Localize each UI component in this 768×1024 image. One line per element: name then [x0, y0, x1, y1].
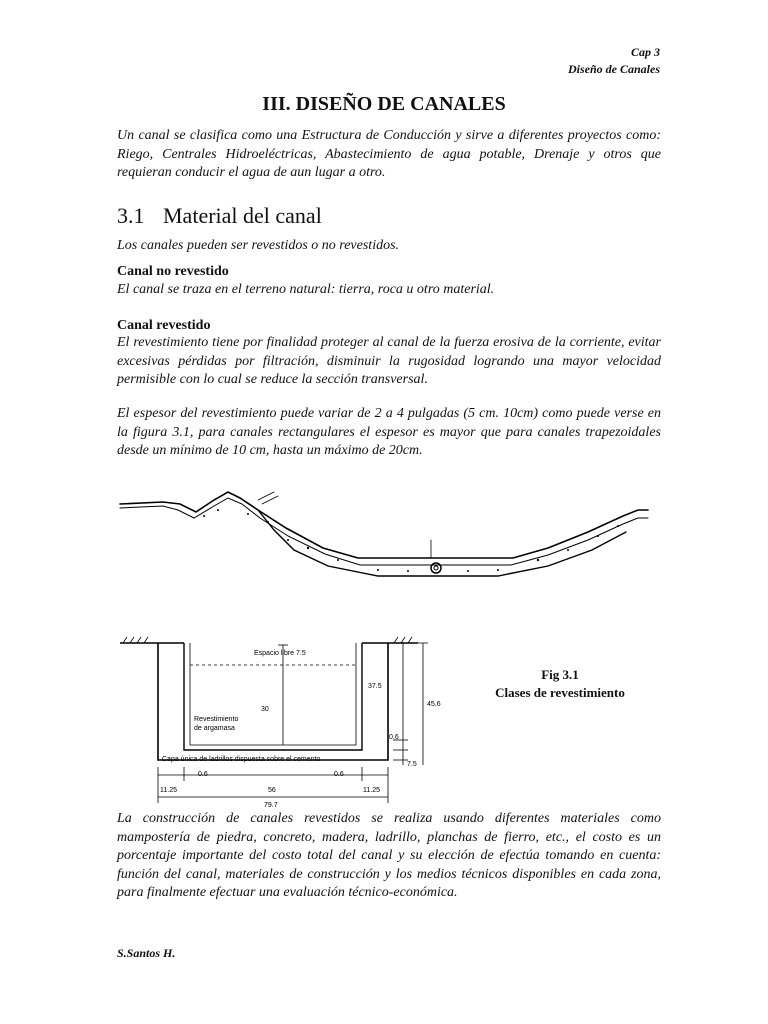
section-number: 3.1 [117, 203, 145, 228]
dim-79-7: 79.7 [264, 802, 278, 809]
rectangular-canal-drawing [118, 635, 448, 810]
dim-0-6-left: 0.6 [198, 771, 208, 778]
label-espacio-libre: Espacio libre 7.5 [254, 650, 306, 657]
header-subject: Diseño de Canales [567, 62, 660, 76]
dim-37-5: 37.5 [368, 683, 382, 690]
label-depth: 30 [261, 706, 269, 713]
revestido-text-2: El espesor del revestimiento puede variar de 2 a 4 pulgadas (5 cm. 10cm) como puede verse en la figura 3.1, para canales rectangulares el espesor es mayor que para canales trapezoidales desde un mínimo de 10 cm, hasta un máximo de 20cm. [117, 406, 661, 458]
label-bricks: Capa única de ladrillos dispuesta sobre el cemento [162, 756, 321, 763]
dim-56: 56 [268, 787, 276, 794]
dim-11-25-right: 11.25 [363, 787, 380, 794]
section-title: Material del canal [163, 203, 322, 228]
footer-author: S.Santos H. [117, 946, 176, 960]
header-chapter: Cap 3 [630, 45, 660, 59]
revestido-text-1: El revestimiento tiene por finalidad proteger al canal de la fuerza erosiva de la corriente, evitar excesivas pérdidas por filtración, disminuir la rugosidad logrando una mayor velocidad permisible con lo cual se reduce la sección transversal. [117, 335, 661, 387]
trapezoidal-canal-drawing [118, 470, 650, 580]
section-intro: Los canales pueden ser revestidos o no revestidos. [117, 238, 400, 253]
dim-45-6: 45.6 [427, 701, 441, 708]
dim-11-25-left: 11.25 [160, 787, 177, 794]
intro-paragraph: Un canal se clasifica como una Estructura de Conducción y sirve a diferentes proyectos como: Riego, Centrales Hidroeléctricas, Abastecimiento de agua potable, Drenaje y otros que requieran conducir el agua de aun lugar a otro. [117, 128, 661, 180]
label-lining-1: Revestimiento [194, 716, 239, 723]
no-revestido-heading: Canal no revestido [117, 264, 229, 279]
section-heading [117, 203, 322, 229]
figure-caption: Clases de revestimiento [495, 685, 625, 700]
page-title: III. DISEÑO DE CANALES [262, 93, 506, 115]
label-lining-2: de argamasa [194, 725, 235, 732]
closing-paragraph: La construcción de canales revestidos se realiza usando diferentes materiales como mampostería de piedra, concreto, madera, ladrillo, planchas de fierro, etc., el costo es un porcentaje importante del costo total del canal y su elección de efectúa tomando en cuenta: función del canal, materiales de construcción y los medios técnicos disponibles en cada zona, para finalmente efectuar una evaluación técnico-económica. [117, 811, 661, 900]
no-revestido-text: El canal se traza en el terreno natural: tierra, roca u otro material. [117, 282, 495, 297]
figure-number: Fig 3.1 [541, 667, 579, 682]
revestido-heading: Canal revestido [117, 318, 211, 333]
dim-7-5: 7.5 [407, 761, 417, 768]
dim-0-6-right: 0.6 [389, 734, 399, 741]
dim-0-6-mid: 0.6 [334, 771, 344, 778]
